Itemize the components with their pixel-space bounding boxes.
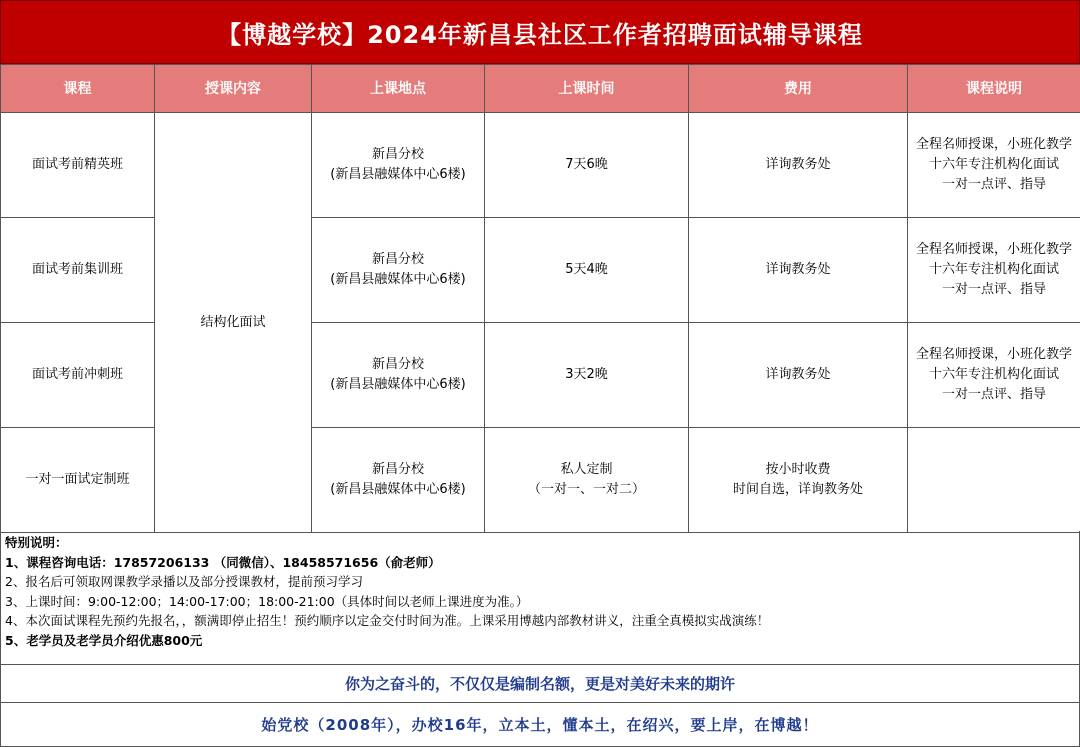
poster-title: 【博越学校】2024年新昌县社区工作者招聘面试辅导课程 [0, 0, 1080, 64]
course-table [0, 64, 1080, 533]
cell-description [908, 218, 1080, 323]
cell-fee-line: 按小时收费 [765, 462, 831, 477]
cell-course: 面试考前冲刺班 [1, 323, 155, 428]
cell-description-line: 十六年专注机构化面试 [928, 262, 1059, 277]
cell-time-line: （一对一、一对二） [527, 482, 645, 497]
header-time: 上课时间 [485, 65, 689, 113]
cell-description [908, 323, 1080, 428]
cell-time [485, 113, 689, 218]
cell-time-line: 3天2晚 [565, 367, 608, 382]
cell-content-merged: 结构化面试 [155, 113, 312, 533]
cell-description-line: 一对一点评、指导 [941, 177, 1046, 192]
cell-description [908, 428, 1080, 533]
header-content: 授课内容 [155, 65, 312, 113]
header-fee: 费用 [689, 65, 908, 113]
cell-location-line: 新昌分校 [371, 147, 424, 162]
cell-location-line: (新昌县融媒体中心6楼) [330, 167, 466, 182]
cell-time-line: 私人定制 [560, 462, 613, 477]
cell-time [485, 428, 689, 533]
cell-time [485, 218, 689, 323]
cell-course: 面试考前精英班 [1, 113, 155, 218]
cell-description-line: 全程名师授课，小班化教学 [915, 137, 1072, 152]
slogan-line-2: 始党校（2008年），办校16年，立本土，懂本土，在绍兴，要上岸，在博越！ [0, 703, 1080, 747]
cell-time [485, 323, 689, 428]
cell-description [908, 113, 1080, 218]
cell-fee-line: 详询教务处 [765, 262, 831, 277]
cell-description-line: 全程名师授课，小班化教学 [915, 242, 1072, 257]
slogan-line-1: 你为之奋斗的，不仅仅是编制名额，更是对美好未来的期许 [0, 665, 1080, 703]
cell-description-line: 全程名师授课，小班化教学 [915, 347, 1072, 362]
cell-location-line: 新昌分校 [371, 357, 424, 372]
cell-location-line: (新昌县融媒体中心6楼) [330, 377, 466, 392]
cell-location [312, 428, 485, 533]
table-header-row [1, 65, 1080, 113]
note-item: 4、本次面试课程先预约先报名，，额满即停止招生！预约顺序以定金交付时间为准。上课采用博越内部教材讲义，注重全真模拟实战演练！ [5, 613, 770, 629]
cell-fee [689, 218, 908, 323]
cell-location [312, 218, 485, 323]
cell-location-line: 新昌分校 [371, 252, 424, 267]
cell-description-line: 十六年专注机构化面试 [928, 157, 1059, 172]
header-location: 上课地点 [312, 65, 485, 113]
cell-location-line: (新昌县融媒体中心6楼) [330, 272, 466, 287]
cell-fee [689, 113, 908, 218]
header-description: 课程说明 [908, 65, 1080, 113]
cell-course: 一对一面试定制班 [1, 428, 155, 533]
cell-description-line: 一对一点评、指导 [941, 282, 1046, 297]
cell-fee-line: 详询教务处 [765, 157, 831, 172]
cell-course: 面试考前集训班 [1, 218, 155, 323]
note-item: 2、报名后可领取网课教学录播以及部分授课教材，提前预习学习 [5, 574, 363, 590]
note-item: 1、课程咨询电话：17857206133 （同微信）、18458571656（俞老师） [5, 554, 441, 570]
cell-location [312, 323, 485, 428]
cell-location-line: 新昌分校 [371, 462, 424, 477]
cell-time-line: 5天4晚 [565, 262, 608, 277]
cell-fee-line: 时间自选，详询教务处 [732, 482, 863, 497]
cell-location-line: (新昌县融媒体中心6楼) [330, 482, 466, 497]
notes-heading: 特别说明： [5, 535, 68, 550]
cell-fee [689, 323, 908, 428]
cell-location [312, 113, 485, 218]
cell-description-line: 一对一点评、指导 [941, 387, 1046, 402]
cell-fee-line: 详询教务处 [765, 367, 831, 382]
table-row [1, 113, 1080, 218]
note-item: 3、上课时间：9:00-12:00；14:00-17:00；18:00-21:00（具体时间以老师上课进度为准。） [5, 593, 529, 609]
cell-time-line: 7天6晚 [565, 157, 608, 172]
note-item: 5、老学员及老学员介绍优惠800元 [5, 632, 203, 648]
header-course: 课程 [1, 65, 155, 113]
cell-fee [689, 428, 908, 533]
special-notes [0, 531, 1080, 665]
cell-description-line: 十六年专注机构化面试 [928, 367, 1059, 382]
